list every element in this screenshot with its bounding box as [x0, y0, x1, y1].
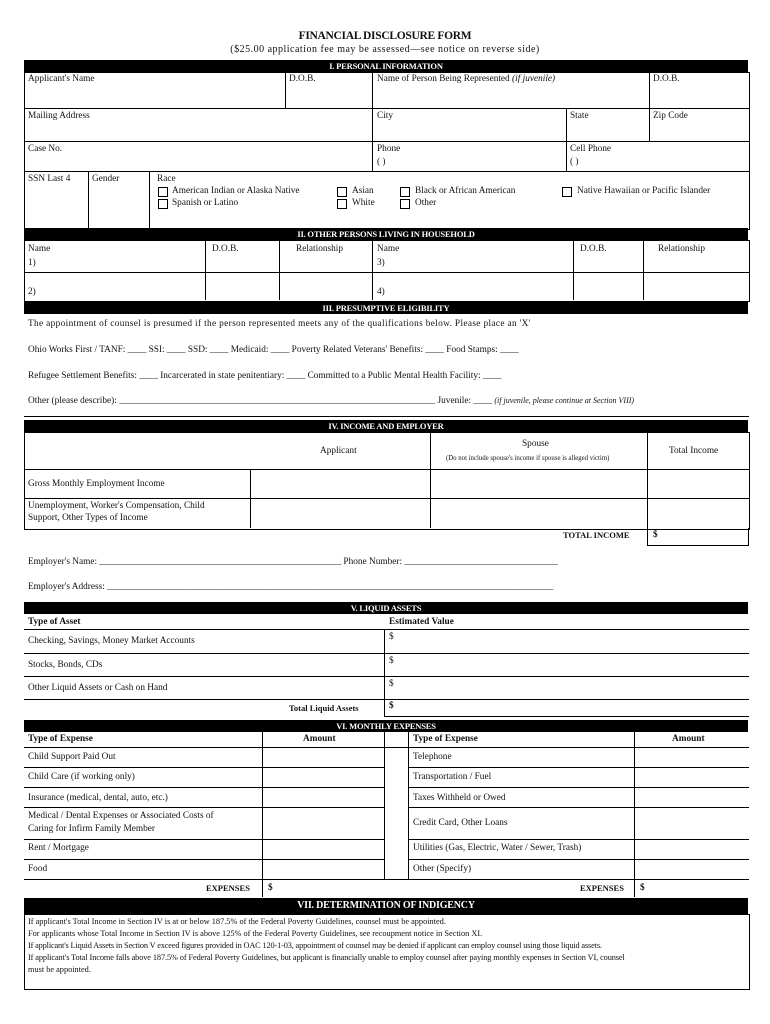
race-checkbox-white[interactable]: [337, 199, 347, 209]
state-field[interactable]: [567, 122, 648, 140]
expense-rent: Rent / Mortgage: [28, 843, 89, 853]
expenses-total-dollar-left[interactable]: $: [268, 883, 273, 893]
expense-type-header-right: Type of Expense: [413, 734, 478, 744]
section-4-header: IV. INCOME AND EMPLOYER: [24, 420, 748, 432]
phone-area-code[interactable]: ( ): [377, 157, 386, 167]
presumptive-line-3[interactable]: Other (please describe): ____________________________________________________________________ Juvenile: ____ (if juvenile, please continue at Section VIII): [28, 396, 635, 406]
income-applicant-header: Applicant: [320, 446, 357, 456]
other-income-label-1: Unemployment, Worker's Compensation, Child: [28, 501, 205, 511]
expense-amount-header-left: Amount: [303, 734, 336, 744]
race-option-american-indian: American Indian or Alaska Native: [172, 186, 300, 196]
household-row-4[interactable]: 4): [377, 287, 385, 297]
section-2-header: II. OTHER PERSONS LIVING IN HOUSEHOLD: [24, 228, 748, 240]
indigency-line-1: If applicant's Total Income in Section IV is at or below 187.5% of the Federal Poverty Guidelines, counsel must be appointed.: [28, 917, 446, 926]
household-relationship-header: Relationship: [296, 244, 343, 254]
city-label: City: [377, 111, 394, 121]
race-checkbox-asian[interactable]: [337, 187, 347, 197]
expense-transportation: Transportation / Fuel: [413, 772, 492, 782]
asset-row-checking: Checking, Savings, Money Market Accounts: [28, 636, 195, 646]
expense-amount-header-right: Amount: [672, 734, 705, 744]
presumptive-line-2[interactable]: Refugee Settlement Benefits: ____ Incarcerated in state penitentiary: ____ Committed to a Public Mental Health Facility: ____: [28, 371, 502, 381]
household-name-header: Name: [28, 244, 51, 254]
applicant-dob-field[interactable]: [286, 86, 371, 107]
presumptive-intro: The appointment of counsel is presumed if the person represented meets any of the qualifications below. Please place an 'X': [28, 319, 531, 329]
section-5-header: V. LIQUID ASSETS: [24, 602, 748, 614]
expense-food: Food: [28, 864, 48, 874]
race-checkbox-hawaiian[interactable]: [562, 187, 572, 197]
expense-insurance: Insurance (medical, dental, auto, etc.): [28, 793, 168, 803]
cell-area-code[interactable]: ( ): [570, 157, 579, 167]
case-no-label: Case No.: [28, 144, 63, 154]
applicant-name-field[interactable]: [25, 86, 284, 107]
case-no-field[interactable]: [25, 155, 371, 170]
expense-taxes: Taxes Withheld or Owed: [413, 793, 506, 803]
employer-name-line[interactable]: Employer's Name: ____________________________________________________ Phone Number: _________________________________: [28, 557, 558, 567]
dob-label-2: D.O.B.: [653, 74, 680, 84]
expense-type-header-left: Type of Expense: [28, 734, 93, 744]
city-field[interactable]: [373, 122, 565, 140]
asset-value-header: Estimated Value: [389, 617, 454, 627]
zip-field[interactable]: [650, 122, 747, 140]
total-liquid-assets-dollar[interactable]: $: [389, 701, 394, 711]
indigency-line-5: must be appointed.: [28, 965, 91, 974]
household-dob-header: D.O.B.: [212, 244, 239, 254]
section-1-header: I. PERSONAL INFORMATION: [24, 60, 748, 72]
represented-name-field[interactable]: [373, 86, 648, 107]
presumptive-line-1[interactable]: Ohio Works First / TANF: ____ SSI: ____ SSD: ____ Medicaid: ____ Poverty Related Veterans' Benefits: ____ Food Stamps: ____: [28, 345, 519, 355]
represented-dob-field[interactable]: [650, 86, 747, 107]
race-option-spanish: Spanish or Latino: [172, 198, 239, 208]
race-checkbox-other[interactable]: [400, 199, 410, 209]
race-label: Race: [157, 174, 176, 184]
expense-other: Other (Specify): [413, 864, 472, 874]
indigency-line-4: If applicant's Total Income falls above 187.5% of Federal Poverty Guidelines, but applicant is financially unable to employ counsel after paying monthly expenses in Section VI, counsel: [28, 953, 625, 962]
race-option-asian: Asian: [352, 186, 374, 196]
asset-stocks-dollar[interactable]: $: [389, 656, 394, 666]
expense-utilities: Utilities (Gas, Electric, Water / Sewer, Trash): [413, 843, 582, 853]
race-checkbox-black[interactable]: [400, 187, 410, 197]
ssn-label: SSN Last 4: [28, 174, 71, 184]
household-row-3[interactable]: 3): [377, 258, 385, 268]
asset-row-stocks: Stocks, Bonds, CDs: [28, 660, 103, 670]
expense-credit-card: Credit Card, Other Loans: [413, 818, 508, 828]
section-6-header: VI. MONTHLY EXPENSES: [24, 720, 748, 732]
gender-label: Gender: [92, 174, 120, 184]
indigency-line-2: For applicants whose Total Income in Section IV is above 125% of the Federal Poverty Guidelines, see recoupment notice in Section XI.: [28, 929, 483, 938]
form-subtitle: ($25.00 application fee may be assessed—see notice on reverse side): [230, 44, 540, 55]
race-option-hawaiian: Native Hawaiian or Pacific Islander: [577, 186, 711, 196]
phone-label: Phone: [377, 144, 401, 154]
mailing-address-label: Mailing Address: [28, 111, 90, 121]
asset-row-other: Other Liquid Assets or Cash on Hand: [28, 683, 168, 693]
represented-name-label: Name of Person Being Represented (if juvenile): [377, 74, 556, 84]
household-name-header-2: Name: [377, 244, 400, 254]
employer-address-line[interactable]: Employer's Address: ________________________________________________________________________________________________: [28, 582, 554, 592]
dob-label: D.O.B.: [289, 74, 316, 84]
section-7-header: VII. DETERMINATION OF INDIGENCY: [24, 898, 748, 914]
race-checkbox-spanish[interactable]: [158, 199, 168, 209]
gross-income-label: Gross Monthly Employment Income: [28, 479, 165, 489]
expense-medical-1: Medical / Dental Expenses or Associated Costs of: [28, 811, 214, 821]
race-option-black: Black or African American: [415, 186, 516, 196]
mailing-address-field[interactable]: [25, 122, 371, 140]
cell-phone-label: Cell Phone: [570, 144, 612, 154]
income-spouse-header: Spouse: [522, 439, 549, 449]
zip-label: Zip Code: [653, 111, 688, 121]
total-income-label: TOTAL INCOME: [563, 530, 630, 540]
section-3-header: III. PRESUMPTIVE ELIGIBILITY: [24, 302, 748, 314]
applicant-name-label: Applicant's Name: [28, 74, 95, 84]
total-liquid-assets-label: Total Liquid Assets: [289, 703, 359, 713]
expense-telephone: Telephone: [413, 752, 452, 762]
expense-child-support: Child Support Paid Out: [28, 752, 116, 762]
income-total-header: Total Income: [669, 446, 719, 456]
expenses-total-label-right: EXPENSES: [580, 883, 624, 893]
household-row-1[interactable]: 1): [28, 258, 36, 268]
household-row-2[interactable]: 2): [28, 287, 36, 297]
expenses-total-dollar-right[interactable]: $: [640, 883, 645, 893]
expenses-total-label-left: EXPENSES: [206, 883, 250, 893]
indigency-line-3: If applicant's Liquid Assets in Section V exceed figures provided in OAC 120-1-03, appointment of counsel may be denied if applicant can employ counsel using those liquid assets.: [28, 941, 602, 950]
asset-other-dollar[interactable]: $: [389, 679, 394, 689]
race-option-other: Other: [415, 198, 437, 208]
form-title: FINANCIAL DISCLOSURE FORM: [298, 30, 472, 42]
spouse-note: (Do not include spouse's income if spouse is alleged victim): [446, 455, 610, 462]
expense-medical-2: Caring for Infirm Family Member: [28, 824, 156, 834]
asset-type-header: Type of Asset: [28, 617, 81, 627]
total-income-dollar[interactable]: $: [653, 530, 658, 540]
expense-child-care: Child Care (if working only): [28, 772, 135, 782]
race-option-white: White: [352, 198, 375, 208]
household-relationship-header-2: Relationship: [658, 244, 705, 254]
race-checkbox-american-indian[interactable]: [158, 187, 168, 197]
asset-checking-dollar[interactable]: $: [389, 632, 394, 642]
other-income-label-2: Support, Other Types of Income: [28, 513, 148, 523]
household-dob-header-2: D.O.B.: [580, 244, 607, 254]
state-label: State: [570, 111, 589, 121]
